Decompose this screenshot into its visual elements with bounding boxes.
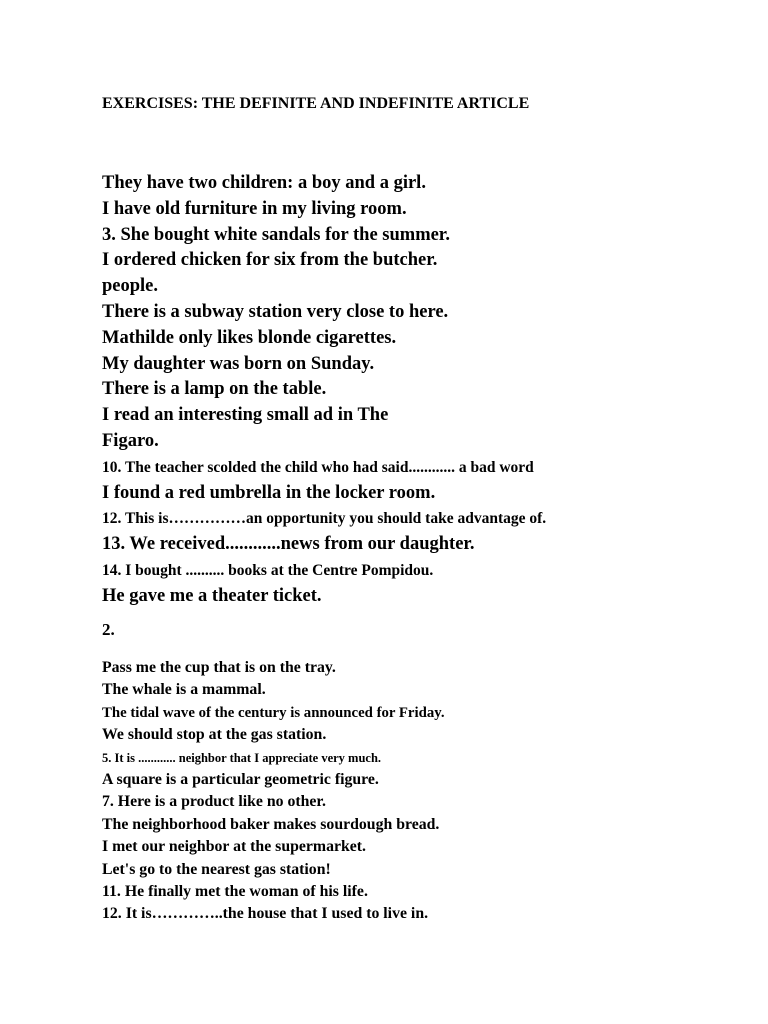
exercise-2-list bbox=[102, 657, 445, 926]
exercise-1-line: 12. This is……………an opportunity you should take advantage of. bbox=[102, 510, 547, 528]
exercise-1-line: There is a lamp on the table. bbox=[102, 379, 327, 400]
exercise-1-line: 3. She bought white sandals for the summer. bbox=[102, 224, 450, 245]
exercise-1-line: I read an interesting small ad in The bbox=[102, 405, 389, 426]
exercise-2-line: The whale is a mammal. bbox=[102, 681, 266, 699]
exercise-2-line: 12. It is…………..the house that I used to live in. bbox=[102, 905, 429, 923]
exercise-1-line: 10. The teacher scolded the child who had said............ a bad word bbox=[102, 458, 534, 476]
exercise-1-line: 14. I bought .......... books at the Centre Pompidou. bbox=[102, 561, 434, 579]
exercise-1-line: Mathilde only likes blonde cigarettes. bbox=[102, 327, 397, 348]
exercise-2-line: I met our neighbor at the supermarket. bbox=[102, 838, 366, 856]
page-title: EXERCISES: THE DEFINITE AND INDEFINITE ARTICLE bbox=[102, 95, 530, 112]
exercise-2-line: Let's go to the nearest gas station! bbox=[102, 860, 331, 878]
exercise-1-line: I found a red umbrella in the locker room. bbox=[102, 482, 436, 503]
exercise-2-line: Pass me the cup that is on the tray. bbox=[102, 659, 336, 676]
exercise-1-line: Figaro. bbox=[102, 430, 159, 451]
exercise-2-line: 7. Here is a product like no other. bbox=[102, 793, 326, 811]
exercise-1-line: There is a subway station very close to here. bbox=[102, 301, 449, 322]
exercise-1-list bbox=[102, 171, 546, 610]
exercise-1-line: 13. We received............news from our daughter. bbox=[102, 534, 475, 555]
exercise-2-line: 11. He finally met the woman of his life. bbox=[102, 882, 368, 900]
exercise-1-line: people. bbox=[102, 276, 159, 297]
exercise-2-line: A square is a particular geometric figure. bbox=[102, 770, 379, 788]
exercise-2-line: 5. It is ............ neighbor that I appreciate very much. bbox=[102, 750, 382, 765]
exercise-2-line: The neighborhood baker makes sourdough bread. bbox=[102, 815, 440, 833]
exercise-2-line: The tidal wave of the century is announced for Friday. bbox=[102, 704, 445, 721]
exercise-2-line: We should stop at the gas station. bbox=[102, 726, 327, 744]
exercise-1-line: I ordered chicken for six from the butcher. bbox=[102, 250, 438, 271]
exercise-1-line: They have two children: a boy and a girl. bbox=[102, 173, 426, 193]
exercise-1-line: My daughter was born on Sunday. bbox=[102, 353, 375, 374]
exercise-1-line: I have old furniture in my living room. bbox=[102, 198, 407, 219]
exercise-1-line: He gave me a theater ticket. bbox=[102, 585, 322, 606]
section-2-heading: 2. bbox=[102, 620, 115, 639]
